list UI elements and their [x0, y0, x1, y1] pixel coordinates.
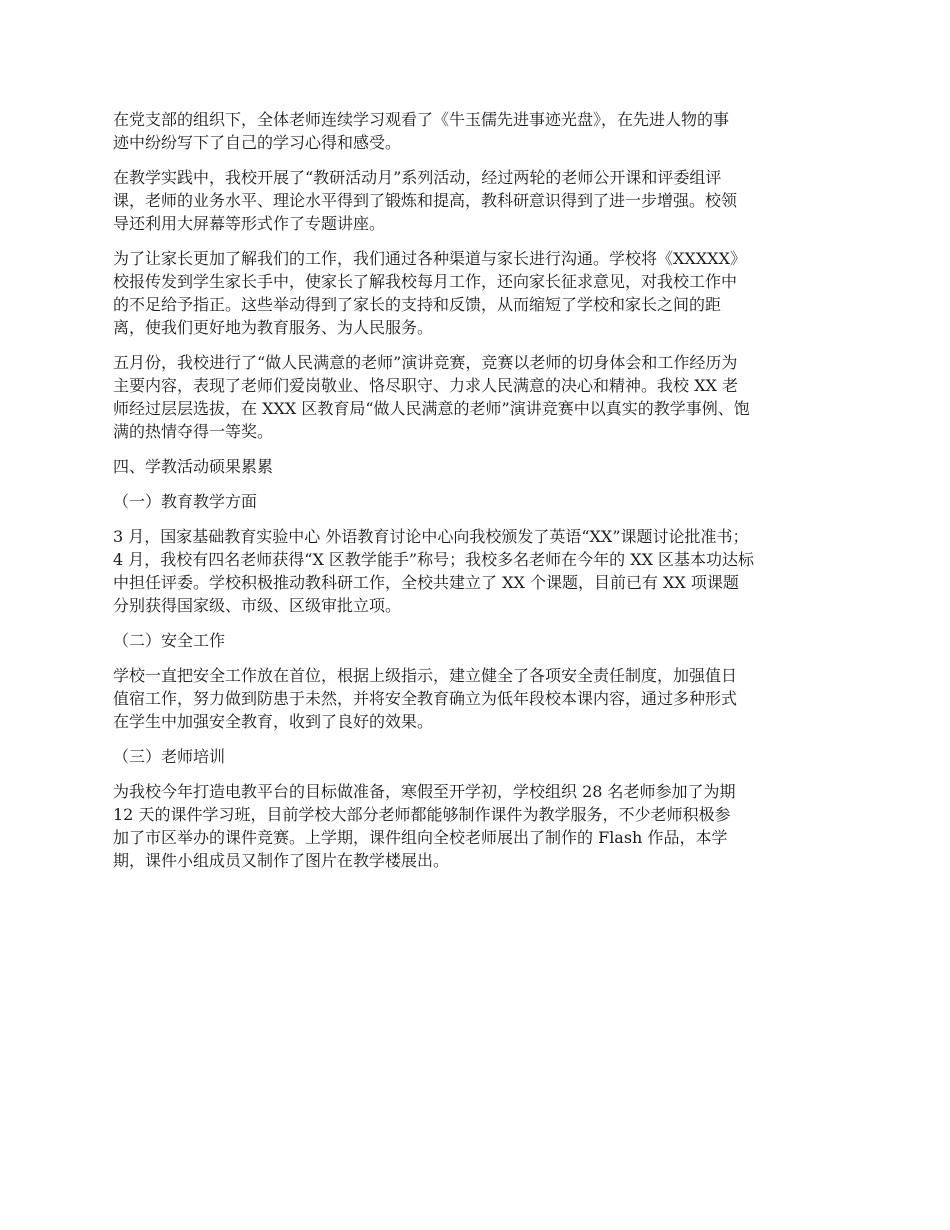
- text-line: 中担任评委。学校积极推动教科研工作，全校共建立了 XX 个课题，目前已有 XX 项课题: [113, 573, 739, 592]
- document-page: [113, 108, 843, 884]
- text-line: 在教学实践中，我校开展了“教研活动月”系列活动，经过两轮的老师公开课和评委组评: [113, 168, 722, 187]
- text-line: 离，使我们更好地为教育服务、为人民服务。: [113, 318, 434, 337]
- text-line: 迹中纷纷写下了自己的学习心得和感受。: [113, 133, 402, 152]
- text-line: 满的热情夺得一等奖。: [113, 422, 274, 441]
- text-line: 师经过层层选拔，在 XXX 区教育局“做人民满意的老师”演讲竞赛中以真实的教学事例、饱: [113, 399, 750, 418]
- text-line: 3 月，国家基础教育实验中心 外语教育讨论中心向我校颁发了英语“XX”课题讨论批准书；: [113, 527, 749, 546]
- paragraph-teaching-practice: [113, 166, 843, 235]
- text-line: 4 月，我校有四名老师获得“X 区教学能手”称号；我校多名老师在今年的 XX 区基本功达标: [113, 550, 755, 569]
- text-line: 分别获得国家级、市级、区级审批立项。: [113, 596, 402, 615]
- section-heading: 四、学教活动硕果累累: [113, 457, 274, 476]
- subsection-heading: （三）老师培训: [113, 747, 226, 766]
- paragraph-teacher-training: [113, 780, 843, 872]
- text-line: 的不足给予指正。这些举动得到了家长的支持和反馈，从而缩短了学校和家长之间的距: [113, 295, 722, 314]
- text-line: 值宿工作，努力做到防患于未然，并将安全教育确立为低年段校本课内容，通过多种形式: [113, 689, 738, 708]
- subsection-heading: （一）教育教学方面: [113, 492, 258, 511]
- text-line: 五月份，我校进行了“做人民满意的老师”演讲竞赛，竞赛以老师的切身体会和工作经历为: [113, 353, 738, 372]
- subsection-heading: （二）安全工作: [113, 631, 226, 650]
- paragraph-safety-work: [113, 664, 843, 733]
- text-line: 学校一直把安全工作放在首位，根据上级指示，建立健全了各项安全责任制度，加强值日: [113, 666, 738, 685]
- text-line: 课，老师的业务水平、理论水平得到了锻炼和提高，教科研意识得到了进一步增强。校领: [113, 191, 738, 210]
- text-line: 为我校今年打造电教平台的目标做准备，寒假至开学初，学校组织 28 名老师参加了为期: [113, 782, 736, 801]
- text-line: 为了让家长更加了解我们的工作，我们通过各种渠道与家长进行沟通。学校将《XXXXX》: [113, 249, 746, 268]
- text-line: 在学生中加强安全教育，收到了良好的效果。: [113, 712, 434, 731]
- paragraph-parent-communication: [113, 247, 843, 339]
- paragraph-speech-contest: [113, 351, 843, 443]
- text-line: 加了市区举办的课件竞赛。上学期，课件组向全校老师展出了制作的 Flash 作品，本学: [113, 828, 728, 847]
- text-line: 导还利用大屏幕等形式作了专题讲座。: [113, 214, 386, 233]
- text-line: 期，课件小组成员又制作了图片在教学楼展出。: [113, 851, 450, 870]
- paragraph-education-teaching: [113, 525, 843, 617]
- text-line: 主要内容，表现了老师们爱岗敬业、恪尽职守、力求人民满意的决心和精神。我校 XX 老: [113, 376, 738, 395]
- text-line: 在党支部的组织下，全体老师连续学习观看了《牛玉儒先进事迹光盘》，在先进人物的事: [113, 110, 730, 129]
- paragraph-party-study: [113, 108, 843, 154]
- text-line: 校报传发到学生家长手中，使家长了解我校每月工作，还向家长征求意见，对我校工作中: [113, 272, 738, 291]
- text-line: 12 天的课件学习班，目前学校大部分老师都能够制作课件为教学服务，不少老师积极参: [113, 805, 731, 824]
